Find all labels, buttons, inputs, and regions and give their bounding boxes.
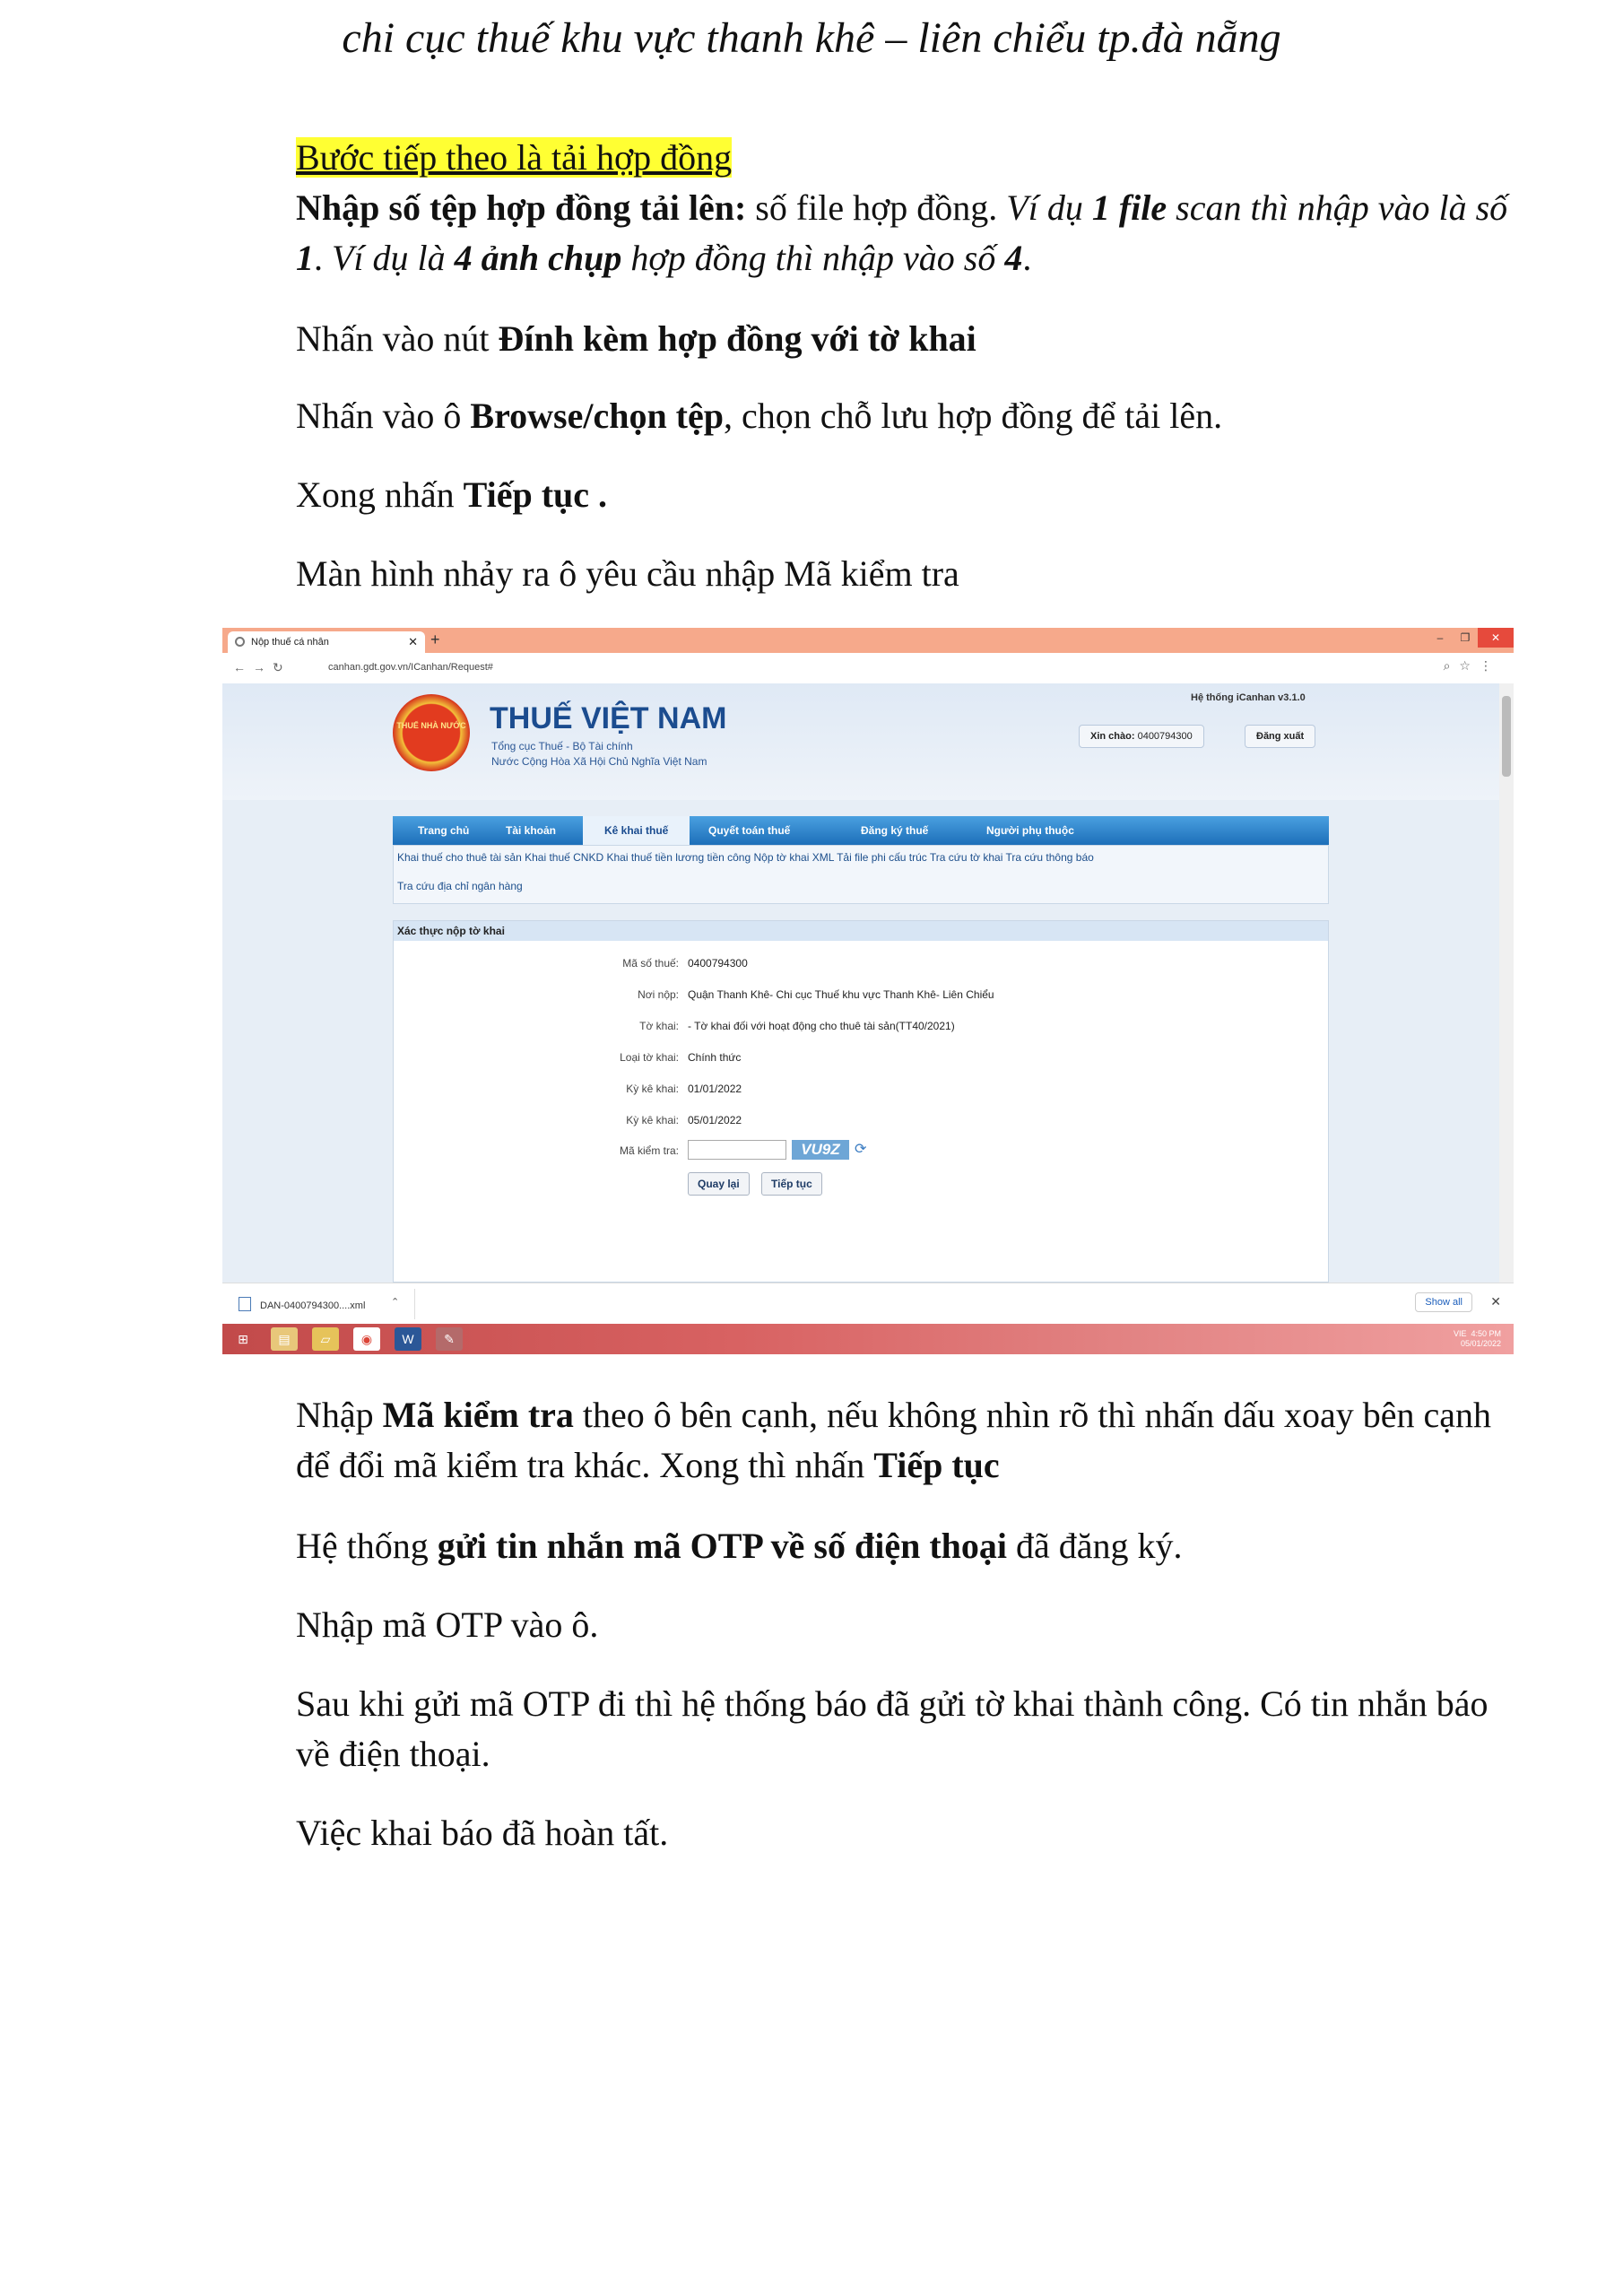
scrollbar-thumb[interactable] (1502, 696, 1511, 777)
close-window-button[interactable]: ✕ (1478, 628, 1514, 648)
section-heading: Bước tiếp theo là tải hợp đồng (296, 137, 733, 178)
paragraph-upload-count: Nhập số tệp hợp đồng tải lên: số file hợp đồng. Ví dụ 1 file scan thì nhập vào là số 1. Ví dụ là 4 ảnh chụp hợp đồng thì nhập vào số 4. (296, 187, 1508, 278)
globe-icon (235, 637, 245, 647)
captcha-input[interactable] (688, 1140, 786, 1160)
site-brand-sub: Tổng cục Thuế - Bộ Tài chính Nước Cộng Hòa Xã Hội Chủ Nghĩa Việt Nam (491, 740, 707, 768)
browser-tabbar (222, 628, 1514, 653)
captcha-image: VU9Z (792, 1140, 849, 1160)
divider (414, 1289, 415, 1319)
file-explorer-icon[interactable]: ▤ (271, 1327, 298, 1351)
paragraph-otp-sent: Hệ thống gửi tin nhắn mã OTP về số điện thoại đã đăng ký. (296, 1526, 1183, 1566)
new-tab-button[interactable]: + (430, 631, 440, 648)
web-page (222, 683, 1514, 1283)
scrollbar[interactable] (1499, 683, 1514, 1283)
greeting-box: Xin chào: 0400794300 (1079, 725, 1204, 748)
word-icon[interactable]: W (395, 1327, 421, 1351)
system-version: Hệ thống iCanhan v3.1.0 (1191, 692, 1306, 703)
maximize-button[interactable]: ❐ (1460, 631, 1471, 644)
system-tray: VIE 4:50 PM 05/01/2022 (1453, 1329, 1501, 1348)
tax-emblem-icon: THUẾ NHÀ NƯỚC (393, 694, 470, 771)
panel-title: Xác thực nộp tờ khai (394, 921, 1328, 941)
paragraph-success: Sau khi gửi mã OTP đi thì hệ thống báo đã gửi tờ khai thành công. Có tin nhắn báo về điện thoại. (296, 1683, 1488, 1774)
url-text[interactable]: canhan.gdt.gov.vn/ICanhan/Request# (328, 662, 493, 673)
paragraph-continue: Xong nhấn Tiếp tục . (296, 474, 608, 515)
menu-item-account[interactable]: Tài khoản (506, 824, 557, 837)
file-icon (239, 1297, 251, 1311)
browser-screenshot (222, 628, 1514, 1354)
chrome-icon[interactable]: ◉ (353, 1327, 380, 1351)
window-controls (1428, 628, 1514, 648)
menu-item-settlement[interactable]: Quyết toán thuế (708, 824, 791, 837)
close-tab-icon[interactable]: ✕ (408, 635, 418, 648)
windows-taskbar (222, 1324, 1514, 1354)
download-bar (222, 1283, 1514, 1325)
download-item[interactable]: DAN-0400794300....xml (239, 1297, 365, 1311)
chevron-up-icon[interactable]: ⌃ (391, 1297, 400, 1308)
menu-item-register[interactable]: Đăng ký thuế (861, 824, 929, 837)
windows-start-icon[interactable]: ⊞ (238, 1332, 248, 1346)
paragraph-attach: Nhấn vào nút Đính kèm hợp đồng với tờ khai (296, 318, 976, 359)
sub-menu-bank-lookup[interactable]: Tra cứu địa chỉ ngân hàng (397, 880, 523, 892)
show-all-button[interactable]: Show all (1415, 1292, 1472, 1312)
menu-item-dependents[interactable]: Người phụ thuộc (986, 824, 1074, 837)
paragraph-enter-otp: Nhập mã OTP vào ô. (296, 1605, 599, 1645)
browser-tab[interactable]: Nộp thuế cá nhân ✕ (228, 631, 425, 653)
paint-icon[interactable]: ✎ (436, 1327, 463, 1351)
main-menu (393, 816, 1329, 845)
verify-panel: Xác thực nộp tờ khai Mã số thuế: 0400794300 Nơi nộp: Quận Thanh Khê- Chi cục Thuế khu vực Thanh Khê- Liên Chiểu Tờ khai: - Tờ khai đối với hoạt động cho thuê tài sản(TT40/2021) Loại tờ khai: Chính thức Kỳ kê khai: 01/01/2022 Kỳ kê khai: 05/01/2022 Mã kiểm tra: VU9Z ⟳ Quay lại Tiếp tục (393, 920, 1329, 1283)
paragraph-done: Việc khai báo đã hoàn tất. (296, 1813, 669, 1853)
sub-menu-links[interactable]: Khai thuế cho thuê tài sản Khai thuế CNKD Khai thuế tiền lương tiền công Nộp tờ khai XML Tải file phi cấu trúc Tra cứu tờ khai Tra cứu thông báo (397, 851, 1094, 864)
folder-icon[interactable]: ▱ (312, 1327, 339, 1351)
minimize-button[interactable]: – (1436, 631, 1444, 644)
site-brand: THUẾ VIỆT NAM (490, 701, 727, 735)
back-button[interactable]: Quay lại (688, 1172, 750, 1196)
refresh-icon[interactable]: ⟳ (855, 1142, 867, 1157)
paragraph-captcha-intro: Màn hình nhảy ra ô yêu cầu nhập Mã kiểm tra (296, 553, 959, 594)
menu-item-home[interactable]: Trang chủ (418, 824, 470, 837)
page-header: chi cục thuế khu vực thanh khê – liên chiểu tp.đà nẵng (342, 14, 1281, 62)
close-icon[interactable]: ✕ (1490, 1294, 1501, 1309)
address-bar (222, 653, 1514, 684)
sub-menu (393, 845, 1329, 904)
site-banner (222, 683, 1499, 800)
menu-item-declare[interactable]: Kê khai thuế (583, 816, 690, 845)
nav-arrows-icon[interactable]: ←→↻ (233, 660, 291, 674)
continue-button[interactable]: Tiếp tục (761, 1172, 822, 1196)
paragraph-browse: Nhấn vào ô Browse/chọn tệp, chọn chỗ lưu hợp đồng để tải lên. (296, 396, 1223, 436)
paragraph-enter-captcha: Nhập Mã kiểm tra theo ô bên cạnh, nếu không nhìn rõ thì nhấn dấu xoay bên cạnh để đổi mã kiểm tra khác. Xong thì nhấn Tiếp tục (296, 1395, 1491, 1485)
logout-button[interactable]: Đăng xuất (1245, 725, 1315, 748)
browser-toolbar-icons[interactable]: ⌕☆⋮ (1443, 658, 1501, 673)
